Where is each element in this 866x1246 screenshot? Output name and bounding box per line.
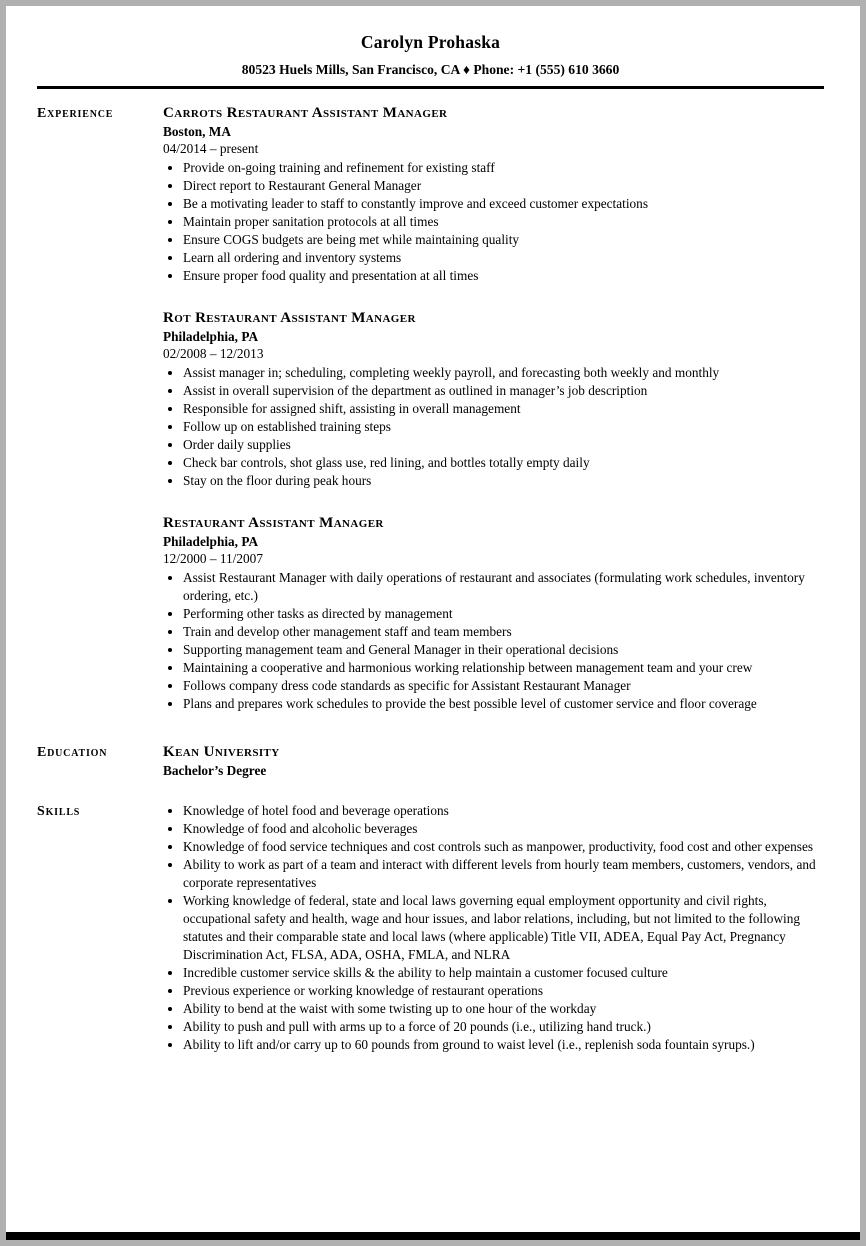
contact-info: 80523 Huels Mills, San Francisco, CA ♦ Phone: +1 (555) 610 3660 [241, 62, 620, 77]
job-title: Restaurant Assistant Manager [163, 515, 384, 531]
job-bullet: • Ensure COGS budgets are being met while maintaining quality [183, 231, 824, 249]
skills-bullet-list [163, 802, 824, 1054]
degree-name: Bachelor’s Degree [163, 763, 267, 778]
job-bullet: • Direct report to Restaurant General Manager [183, 177, 824, 195]
job-entry [163, 104, 824, 285]
skill-bullet: • Incredible customer service skills & the ability to help maintain a customer focused culture [183, 964, 824, 982]
header-divider [37, 86, 824, 89]
section-education [37, 743, 824, 780]
job-dates: 04/2014 – present [163, 141, 259, 156]
job-location: Philadelphia, PA [163, 534, 259, 549]
job-bullet: • Assist in overall supervision of the department as outlined in manager’s job description [183, 382, 824, 400]
job-bullet: • Ensure proper food quality and presentation at all times [183, 267, 824, 285]
job-bullet: • Maintaining a cooperative and harmonious working relationship between management team and your crew [183, 659, 824, 677]
person-name: Carolyn Prohaska [360, 32, 501, 52]
skill-bullet: • Working knowledge of federal, state and local laws governing equal employment opportunity and civil rights, occupational safety and health, wage and hour issues, and labor relations, including, but not limited to the following statutes and their comparable state and local laws (where applicable) Title VII, ADEA, Equal Pay Act, Pregnancy Discrimination Act, FLSA, ADA, OSHA, FMLA, and NLRA [183, 892, 824, 964]
job-dates: 12/2000 – 11/2007 [163, 551, 263, 566]
skills-content [163, 802, 824, 1054]
job-bullet: • Order daily supplies [183, 436, 824, 454]
job-bullet: • Assist Restaurant Manager with daily operations of restaurant and associates (formulating work schedules, inventory ordering, etc.) [183, 569, 824, 605]
job-bullet: • Responsible for assigned shift, assisting in overall management [183, 400, 824, 418]
skill-bullet: • Previous experience or working knowledge of restaurant operations [183, 982, 824, 1000]
skill-bullet: • Ability to bend at the waist with some twisting up to one hour of the workday [183, 1000, 824, 1018]
job-dates: 02/2008 – 12/2013 [163, 346, 264, 361]
skill-bullet: • Ability to lift and/or carry up to 60 pounds from ground to waist level (i.e., replenish soda fountain syrups.) [183, 1036, 824, 1054]
resume-header [37, 31, 824, 78]
job-bullet-list [163, 569, 824, 713]
job-bullet: • Learn all ordering and inventory systems [183, 249, 824, 267]
job-bullet: • Supporting management team and General Manager in their operational decisions [183, 641, 824, 659]
school-name: Kean University [163, 744, 280, 760]
job-location: Boston, MA [163, 124, 231, 139]
job-bullet: • Plans and prepares work schedules to provide the best possible level of customer service and floor coverage [183, 695, 824, 713]
job-entry [163, 514, 824, 713]
skill-bullet: • Ability to push and pull with arms up to a force of 20 pounds (i.e., utilizing hand truck.) [183, 1018, 824, 1036]
job-bullet: • Train and develop other management staff and team members [183, 623, 824, 641]
job-bullet-list [163, 364, 824, 490]
job-bullet-list [163, 159, 824, 285]
job-bullet: • Assist manager in; scheduling, completing weekly payroll, and forecasting both weekly and monthly [183, 364, 824, 382]
resume-content [6, 6, 860, 1054]
section-label-experience: Experience [37, 106, 114, 121]
job-bullet: • Performing other tasks as directed by management [183, 605, 824, 623]
job-bullet: • Be a motivating leader to staff to constantly improve and exceed customer expectations [183, 195, 824, 213]
section-experience [37, 104, 824, 713]
skill-bullet: • Ability to work as part of a team and interact with different levels from hourly team members, customers, vendors, and corporate representatives [183, 856, 824, 892]
job-title: Carrots Restaurant Assistant Manager [163, 105, 448, 121]
job-bullet: • Provide on-going training and refinement for existing staff [183, 159, 824, 177]
skill-bullet: • Knowledge of food and alcoholic beverages [183, 820, 824, 838]
experience-job-list [163, 104, 824, 713]
education-content [163, 743, 824, 780]
job-title: Rot Restaurant Assistant Manager [163, 310, 416, 326]
job-bullet: • Follows company dress code standards as specific for Assistant Restaurant Manager [183, 677, 824, 695]
scan-artifact-bar [0, 1232, 866, 1246]
job-bullet: • Maintain proper sanitation protocols at all times [183, 213, 824, 231]
job-bullet: • Follow up on established training steps [183, 418, 824, 436]
job-bullet: • Stay on the floor during peak hours [183, 472, 824, 490]
section-label-education: Education [37, 745, 108, 760]
job-entry [163, 309, 824, 490]
job-location: Philadelphia, PA [163, 329, 259, 344]
skill-bullet: • Knowledge of food service techniques and cost controls such as manpower, productivity, food cost and other expenses [183, 838, 824, 856]
skill-bullet: • Knowledge of hotel food and beverage operations [183, 802, 824, 820]
job-bullet: • Check bar controls, shot glass use, red lining, and bottles totally empty daily [183, 454, 824, 472]
section-skills [37, 802, 824, 1054]
section-label-skills: Skills [37, 804, 81, 819]
